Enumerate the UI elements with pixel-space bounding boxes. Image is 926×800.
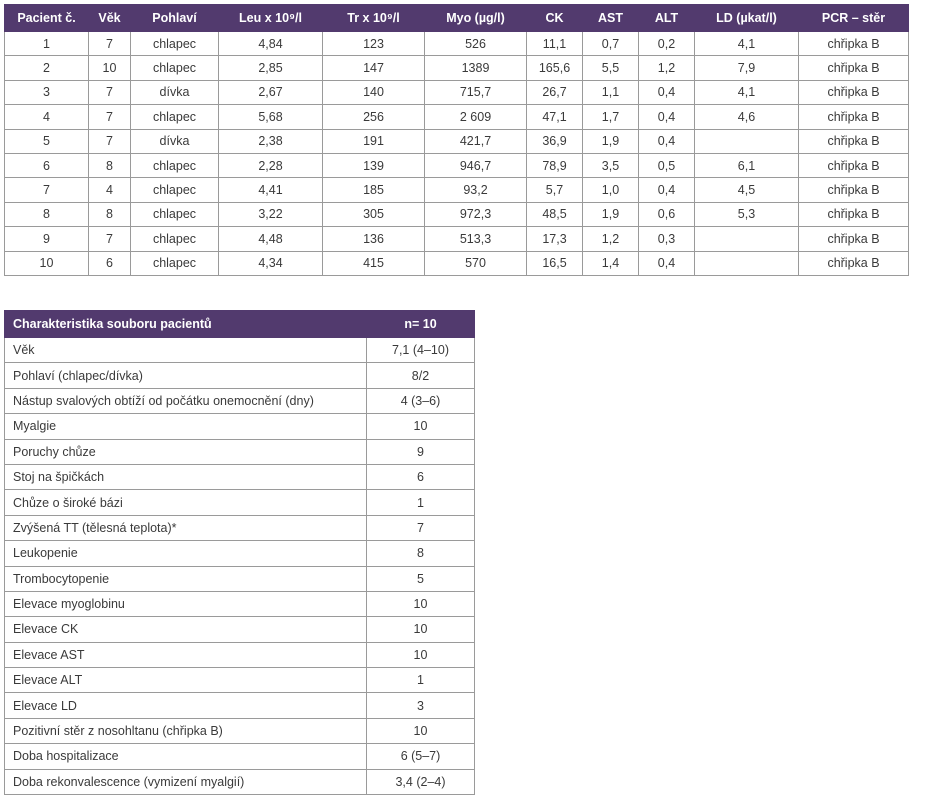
summary-value: 1	[367, 490, 475, 515]
summary-header-row	[5, 311, 475, 338]
summary-row	[5, 515, 475, 540]
table-cell: 4,5	[695, 178, 799, 202]
table-cell: 972,3	[425, 202, 527, 226]
summary-value: 10	[367, 414, 475, 439]
summary-value: 6	[367, 464, 475, 489]
table-cell: 8	[89, 153, 131, 177]
table-cell: chlapec	[131, 251, 219, 275]
table-cell: 1	[5, 32, 89, 56]
table-cell: 4,1	[695, 32, 799, 56]
table-cell: 7,9	[695, 56, 799, 80]
summary-row	[5, 668, 475, 693]
table-cell: 26,7	[527, 80, 583, 104]
table-cell: chřipka B	[799, 227, 909, 251]
table-cell: 6,1	[695, 153, 799, 177]
table-cell: 5,7	[527, 178, 583, 202]
column-header: CK	[527, 5, 583, 32]
table-cell: 715,7	[425, 80, 527, 104]
summary-value: 7,1 (4–10)	[367, 338, 475, 363]
table-cell: 4,48	[219, 227, 323, 251]
table-cell: 256	[323, 105, 425, 129]
summary-value: 8	[367, 541, 475, 566]
summary-row	[5, 769, 475, 794]
table-cell: 526	[425, 32, 527, 56]
summary-table	[4, 310, 475, 795]
table-row	[5, 227, 909, 251]
table-cell: 36,9	[527, 129, 583, 153]
summary-value: 3	[367, 693, 475, 718]
table-cell: 305	[323, 202, 425, 226]
table-cell: 2,85	[219, 56, 323, 80]
table-cell: chřipka B	[799, 129, 909, 153]
summary-row	[5, 388, 475, 413]
summary-value: 5	[367, 566, 475, 591]
table-cell: 185	[323, 178, 425, 202]
summary-row	[5, 464, 475, 489]
table-cell: 946,7	[425, 153, 527, 177]
summary-row	[5, 541, 475, 566]
table-cell: 4	[89, 178, 131, 202]
table-cell: 513,3	[425, 227, 527, 251]
summary-label: Nástup svalových obtíží od počátku onemocnění (dny)	[5, 388, 367, 413]
table-cell: 0,6	[639, 202, 695, 226]
table-cell: 5,5	[583, 56, 639, 80]
table-cell: chlapec	[131, 56, 219, 80]
table-cell: 3	[5, 80, 89, 104]
summary-label: Doba hospitalizace	[5, 744, 367, 769]
summary-row	[5, 490, 475, 515]
table-cell: 2,28	[219, 153, 323, 177]
table-cell: 16,5	[527, 251, 583, 275]
table-cell: 1,0	[583, 178, 639, 202]
table-cell: 191	[323, 129, 425, 153]
table-cell: 7	[89, 80, 131, 104]
table-cell: 1,7	[583, 105, 639, 129]
summary-row	[5, 744, 475, 769]
table-cell: chřipka B	[799, 251, 909, 275]
summary-label: Elevace LD	[5, 693, 367, 718]
table-cell: 0,3	[639, 227, 695, 251]
table-cell: 0,4	[639, 129, 695, 153]
table-cell: dívka	[131, 80, 219, 104]
table-cell: 5,68	[219, 105, 323, 129]
summary-label: Poruchy chůze	[5, 439, 367, 464]
table-cell: 1,9	[583, 202, 639, 226]
table-cell: 147	[323, 56, 425, 80]
table-cell: 2,38	[219, 129, 323, 153]
summary-label: Pozitivní stěr z nosohltanu (chřipka B)	[5, 718, 367, 743]
summary-label: Elevace AST	[5, 642, 367, 667]
patients-header-row	[5, 5, 909, 32]
table-row	[5, 178, 909, 202]
table-cell: 0,7	[583, 32, 639, 56]
table-cell: 93,2	[425, 178, 527, 202]
table-cell: 0,5	[639, 153, 695, 177]
table-cell: 165,6	[527, 56, 583, 80]
table-cell: 0,4	[639, 251, 695, 275]
table-cell: 7	[89, 32, 131, 56]
table-cell: chlapec	[131, 153, 219, 177]
table-cell	[695, 129, 799, 153]
table-cell: 10	[5, 251, 89, 275]
summary-value: 10	[367, 642, 475, 667]
summary-label: Elevace myoglobinu	[5, 591, 367, 616]
summary-value: 3,4 (2–4)	[367, 769, 475, 794]
table-cell: 7	[89, 129, 131, 153]
table-cell	[695, 227, 799, 251]
table-cell: chřipka B	[799, 202, 909, 226]
summary-value: 9	[367, 439, 475, 464]
table-cell: 10	[89, 56, 131, 80]
summary-row	[5, 363, 475, 388]
table-cell: 2,67	[219, 80, 323, 104]
table-cell: 1,2	[583, 227, 639, 251]
table-cell: 6	[89, 251, 131, 275]
table-cell: 415	[323, 251, 425, 275]
table-cell: chlapec	[131, 227, 219, 251]
table-cell: 7	[89, 105, 131, 129]
table-cell: 1,4	[583, 251, 639, 275]
table-cell: 2	[5, 56, 89, 80]
summary-value: 6 (5–7)	[367, 744, 475, 769]
column-header: Věk	[89, 5, 131, 32]
summary-value: 10	[367, 617, 475, 642]
summary-value: 8/2	[367, 363, 475, 388]
summary-label: Doba rekonvalescence (vymizení myalgií)	[5, 769, 367, 794]
table-cell: 48,5	[527, 202, 583, 226]
table-cell: 1,2	[639, 56, 695, 80]
summary-label: Pohlaví (chlapec/dívka)	[5, 363, 367, 388]
table-cell: 0,4	[639, 80, 695, 104]
summary-row	[5, 693, 475, 718]
summary-label: Elevace CK	[5, 617, 367, 642]
table-cell: 6	[5, 153, 89, 177]
summary-label: Stoj na špičkách	[5, 464, 367, 489]
summary-body	[5, 338, 475, 795]
table-cell: 11,1	[527, 32, 583, 56]
summary-value: 10	[367, 591, 475, 616]
column-header: LD (µkat/l)	[695, 5, 799, 32]
table-cell: 9	[5, 227, 89, 251]
table-cell	[695, 251, 799, 275]
column-header: PCR – stěr	[799, 5, 909, 32]
table-cell: 7	[5, 178, 89, 202]
table-row	[5, 32, 909, 56]
table-cell: 136	[323, 227, 425, 251]
summary-row	[5, 617, 475, 642]
table-cell: 4,34	[219, 251, 323, 275]
column-header: AST	[583, 5, 639, 32]
summary-label: Zvýšená TT (tělesná teplota)*	[5, 515, 367, 540]
summary-row	[5, 439, 475, 464]
summary-label: Věk	[5, 338, 367, 363]
table-cell: chřipka B	[799, 80, 909, 104]
table-cell: chlapec	[131, 178, 219, 202]
table-cell: 7	[89, 227, 131, 251]
patients-body	[5, 32, 909, 276]
summary-header-label: Charakteristika souboru pacientů	[5, 311, 367, 338]
column-header: Myo (µg/l)	[425, 5, 527, 32]
summary-label: Leukopenie	[5, 541, 367, 566]
table-cell: 0,4	[639, 105, 695, 129]
table-cell: 2 609	[425, 105, 527, 129]
table-cell: 3,22	[219, 202, 323, 226]
table-cell: chřipka B	[799, 105, 909, 129]
table-cell: chřipka B	[799, 56, 909, 80]
table-row	[5, 80, 909, 104]
table-cell: 0,2	[639, 32, 695, 56]
table-cell: 78,9	[527, 153, 583, 177]
table-cell: 3,5	[583, 153, 639, 177]
column-header: Leu x 10⁹/l	[219, 5, 323, 32]
table-cell: 1,1	[583, 80, 639, 104]
summary-label: Myalgie	[5, 414, 367, 439]
table-cell: 0,4	[639, 178, 695, 202]
table-cell: 47,1	[527, 105, 583, 129]
summary-value: 10	[367, 718, 475, 743]
column-header: ALT	[639, 5, 695, 32]
summary-label: Trombocytopenie	[5, 566, 367, 591]
table-cell: 8	[89, 202, 131, 226]
summary-row	[5, 414, 475, 439]
column-header: Tr x 10⁹/l	[323, 5, 425, 32]
table-cell: 17,3	[527, 227, 583, 251]
table-cell: chlapec	[131, 32, 219, 56]
table-cell: 8	[5, 202, 89, 226]
table-row	[5, 129, 909, 153]
summary-value: 1	[367, 668, 475, 693]
table-cell: 140	[323, 80, 425, 104]
table-cell: 123	[323, 32, 425, 56]
table-cell: 421,7	[425, 129, 527, 153]
summary-row	[5, 338, 475, 363]
summary-label: Chůze o široké bázi	[5, 490, 367, 515]
table-cell: 570	[425, 251, 527, 275]
column-header: Pacient č.	[5, 5, 89, 32]
table-cell: 1389	[425, 56, 527, 80]
table-cell: 1,9	[583, 129, 639, 153]
summary-row	[5, 566, 475, 591]
table-cell: chřipka B	[799, 32, 909, 56]
table-row	[5, 105, 909, 129]
summary-row	[5, 591, 475, 616]
summary-value: 7	[367, 515, 475, 540]
summary-value: 4 (3–6)	[367, 388, 475, 413]
summary-label: Elevace ALT	[5, 668, 367, 693]
table-cell: dívka	[131, 129, 219, 153]
table-cell: 4,84	[219, 32, 323, 56]
summary-row	[5, 718, 475, 743]
table-cell: 139	[323, 153, 425, 177]
patients-table	[4, 4, 909, 276]
table-cell: chlapec	[131, 202, 219, 226]
summary-row	[5, 642, 475, 667]
table-row	[5, 153, 909, 177]
table-row	[5, 56, 909, 80]
table-cell: 5,3	[695, 202, 799, 226]
table-cell: chřipka B	[799, 153, 909, 177]
table-row	[5, 202, 909, 226]
table-cell: 4,41	[219, 178, 323, 202]
table-cell: chřipka B	[799, 178, 909, 202]
table-cell: chlapec	[131, 105, 219, 129]
table-cell: 4,1	[695, 80, 799, 104]
column-header: Pohlaví	[131, 5, 219, 32]
table-cell: 4,6	[695, 105, 799, 129]
summary-header-value: n= 10	[367, 311, 475, 338]
table-row	[5, 251, 909, 275]
table-cell: 5	[5, 129, 89, 153]
table-cell: 4	[5, 105, 89, 129]
